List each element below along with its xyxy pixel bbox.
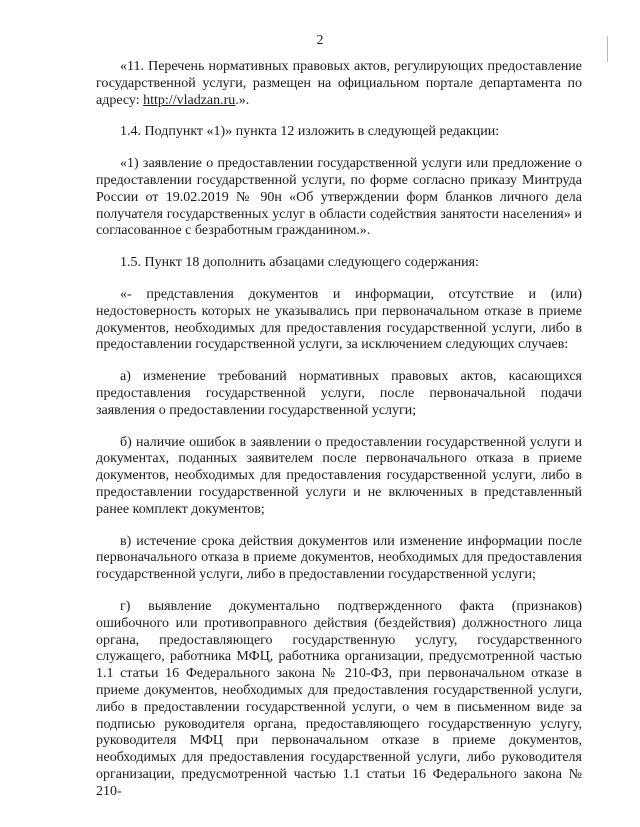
document-body [96,59,582,800]
paragraph-1-4: 1.4. Подпункт «1)» пункта 12 изложить в следующей редакции: [120,124,500,140]
paragraph-item-11 [96,59,582,109]
portal-link[interactable]: http://vladzan.ru [143,92,236,108]
paragraph-case-a: а) изменение требований нормативных правовых актов, касающихся предоставления государственной услуги, после первоначальной подачи заявления о предоставлении государственной услуги; [96,369,582,418]
paragraph-documents-list: «- представления документов и информации, отсутствие и (или) недостоверность которых не указывались при первоначальном отказе в приеме документов, необходимых для предоставления государственной услуги, либо в предоставлении государственной услуги, за исключением следующих случаев: [96,286,582,353]
page-number: 2 [316,33,324,48]
paragraph-case-v: в) истечение срока действия документов или изменение информации после первоначального отказа в приеме документов, необходимых для предоставления государственной услуги, либо в предоставлении государственной услуги; [96,533,582,583]
paragraph-case-b: б) наличие ошибок в заявлении о предоставлении государственной услуги и документах, поданных заявителем после первоначального отказа в приеме документов, необходимых для предоставления государственной услуги, либо в предоставлении государственной услуги и не включенных в представленный ранее комплект документов; [96,434,582,517]
paragraph-text: «11. Перечень нормативных правовых актов, регулирующих предоставление государственной услуги, размещен на официальном портале департамента по адресу: [96,59,582,108]
paragraph-1-5: 1.5. Пункт 18 дополнить абзацами следующего содержания: [120,255,479,271]
paragraph-subitem-1: «1) заявление о предоставлении государственной услуги или предложение о предоставлении государственной услуги, по форме согласно приказу Минтруда России от 19.02.2019 № 90н «Об утверждении форм бланков личного дела получателя государственных услуг в области содействия занятости населения» и согласованное с безработным гражданином.». [96,156,582,239]
paragraph-text-end: .». [235,92,250,108]
paragraph-case-g: г) выявление документально подтвержденного факта (признаков) ошибочного или противоправного действия (бездействия) должностного лица органа, предоставляющего государственную услугу, государственного служащего, работника МФЦ, работника организации, предусмотренной частью 1.1 статьи 16 Федерального закона № 210-ФЗ, при первоначальном отказе в приеме документов, необходимых для предоставления государственной услуги, либо в предоставлении государственной услуги, о чем в письменном виде за подписью руководителя органа, предоставляющего государственную услугу, руководителя МФЦ при первоначальном отказе в приеме документов, необходимых для предоставления государственной услуги, либо руководителя организации, предусмотренной частью 1.1 статьи 16 Федерального закона № 210- [96,598,582,799]
